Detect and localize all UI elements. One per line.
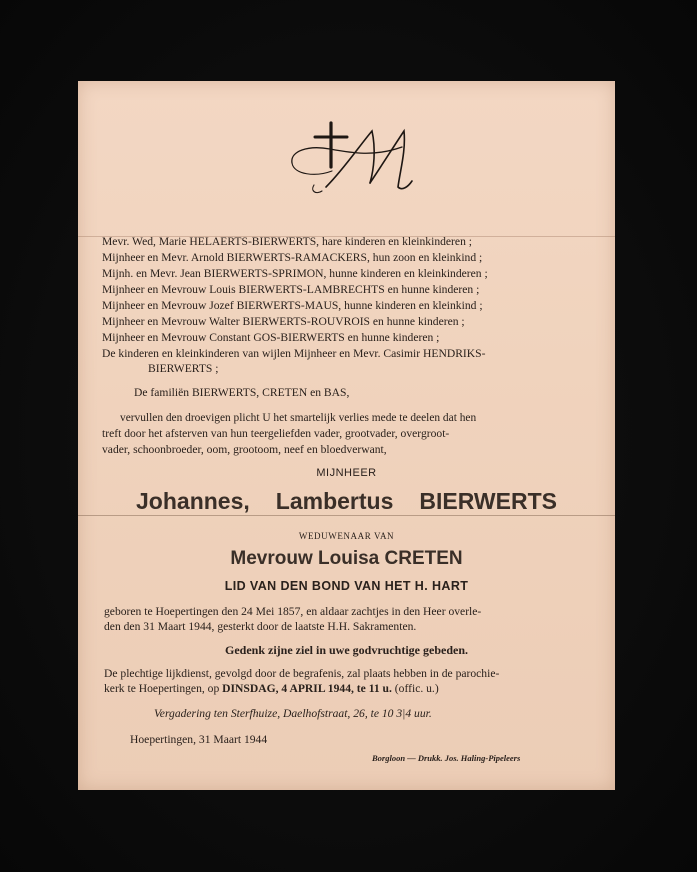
family-line: Mijnh. en Mevr. Jean BIERWERTS-SPRIMON, hunne kinderen en kleinkinderen ; xyxy=(102,267,488,280)
deceased-last-name: BIERWERTS xyxy=(419,488,557,514)
family-line: Mijnheer en Mevrouw Constant GOS-BIERWERTS en hunne kinderen ; xyxy=(102,331,440,344)
family-line: Mijnheer en Mevrouw Louis BIERWERTS-LAMBRECHTS en hunne kinderen ; xyxy=(102,283,480,296)
message-line: treft door het afsterven van hun teergeliefden vader, grootvader, overgroot- xyxy=(102,427,450,440)
family-line: Mijnheer en Mevr. Arnold BIERWERTS-RAMACKERS, hun zoon en kleinkind ; xyxy=(102,251,483,264)
message-line: vervullen den droevigen plicht U het smartelijk verlies mede te deelen dat hen xyxy=(120,412,477,424)
place-date: Hoepertingen, 31 Maart 1944 xyxy=(130,733,268,746)
title-mijnheer: MIJNHEER xyxy=(316,467,377,479)
meeting-place: Vergadering ten Sterfhuize, Daelhofstraat, 26, te 10 3|4 uur. xyxy=(154,707,432,720)
deceased-first-name: Johannes, xyxy=(136,488,250,514)
other-families: De familiën BIERWERTS, CRETEN en BAS, xyxy=(134,386,350,399)
funeral-line: De plechtige lijkdienst, gevolgd door de begrafenis, zal plaats hebben in de parochie- xyxy=(104,667,500,680)
bond-membership: LID VAN DEN BOND VAN HET H. HART xyxy=(224,579,469,593)
family-line: Mevr. Wed, Marie HELAERTS-BIERWERTS, hare kinderen en kleinkinderen ; xyxy=(102,235,472,248)
death-notice-card xyxy=(78,81,615,790)
deceased-middle-name: Lambertus xyxy=(275,488,394,514)
funeral-line xyxy=(104,682,439,696)
funeral-date-time: DINSDAG, 4 APRIL 1944, te 11 u. xyxy=(222,682,392,695)
funeral-prefix: kerk te Hoepertingen, op xyxy=(104,682,223,695)
family-line: BIERWERTS ; xyxy=(148,362,219,375)
widower-of-label: WEDUWENAAR VAN xyxy=(298,531,395,541)
prayer-request: Gedenk zijne ziel in uwe godvruchtige gebeden. xyxy=(225,643,468,657)
cross-monogram-icon xyxy=(286,117,416,199)
family-line: Mijnheer en Mevrouw Jozef BIERWERTS-MAUS, hunne kinderen en kleinkind ; xyxy=(102,299,483,312)
wife-name: Mevrouw Louisa CRETEN xyxy=(230,548,463,569)
paper-fold-line xyxy=(78,515,615,516)
message-line: vader, schoonbroeder, oom, grootoom, neef en bloedverwant, xyxy=(102,443,387,456)
printer-credit: Borgloon — Drukk. Jos. Haling-Pipeleers xyxy=(372,753,521,763)
funeral-suffix: (offic. u.) xyxy=(391,682,439,695)
birth-death-line: den den 31 Maart 1944, gesterkt door de laatste H.H. Sakramenten. xyxy=(104,620,417,633)
family-line: De kinderen en kleinkinderen van wijlen Mijnheer en Mevr. Casimir HENDRIKS- xyxy=(102,347,486,360)
family-line: Mijnheer en Mevrouw Walter BIERWERTS-ROUVROIS en hunne kinderen ; xyxy=(102,315,465,328)
birth-death-line: geboren te Hoepertingen den 24 Mei 1857, en aldaar zachtjes in den Heer overle- xyxy=(104,605,482,618)
deceased-name xyxy=(78,487,615,515)
